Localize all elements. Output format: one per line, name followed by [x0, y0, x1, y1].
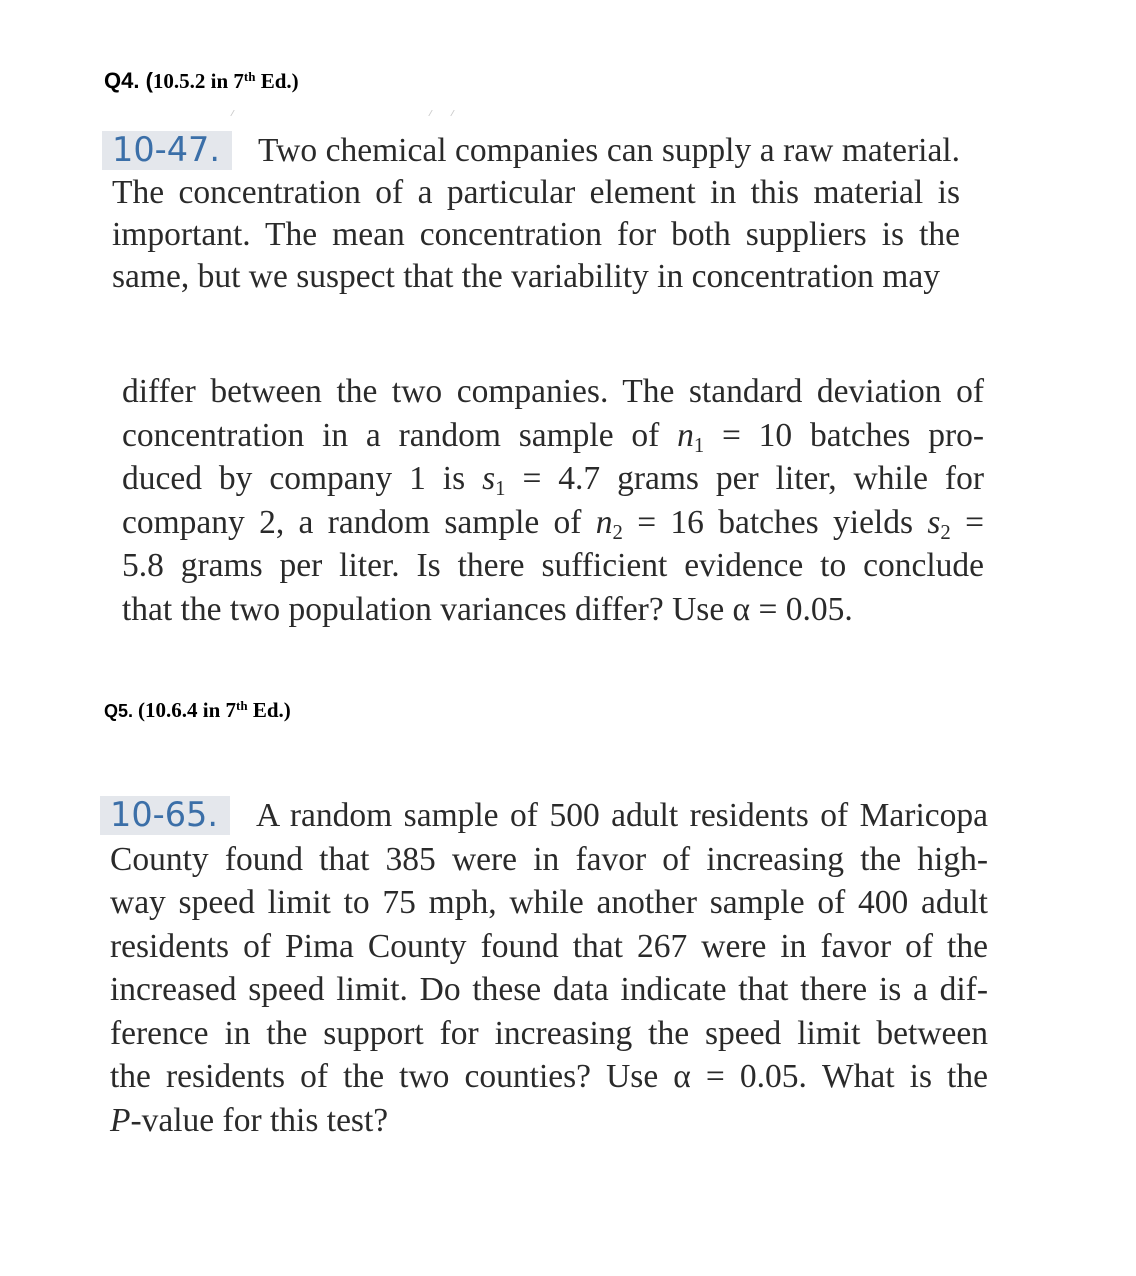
- text-line: 5.8 grams per liter. Is there sufficient evidence to conclude: [122, 547, 984, 584]
- text-fragment: concentration in a random sample of: [122, 416, 678, 454]
- text-fragment: company 2, a random sample of: [122, 503, 596, 541]
- math-sub: 1: [495, 477, 506, 501]
- math-var: s: [927, 503, 941, 541]
- math-var: n: [595, 503, 613, 541]
- q5-label: Q5.: [104, 701, 139, 721]
- q4-label: Q4. (: [104, 68, 153, 93]
- text-line: The concentration of a particular element in this material is: [112, 174, 960, 211]
- text-line: [122, 457, 984, 501]
- q5-heading: [104, 698, 291, 723]
- text-fragment: Two chemical companies can supply a raw material.: [258, 132, 960, 169]
- text-fragment: = 16 batches yields: [622, 503, 928, 541]
- text-line: that the two population variances differ? Use α = 0.05.: [122, 590, 853, 628]
- text-line: important. The mean concentration for both suppliers is the: [112, 216, 960, 253]
- math-var: n: [677, 416, 694, 454]
- text-line: ference in the support for increasing the speed limit between: [110, 1014, 988, 1052]
- text-line: [122, 414, 984, 458]
- text-line: increased speed limit. Do these data indicate that there is a dif-: [110, 971, 988, 1008]
- text-line: differ between the two companies. The standard deviation of: [122, 373, 984, 410]
- problem-number: 10-47.: [102, 131, 232, 170]
- math-sub: 1: [693, 433, 705, 457]
- text-line: [110, 1099, 988, 1143]
- text-fragment: = 4.7 grams per liter, while for: [505, 460, 984, 497]
- text-line: way speed limit to 75 mph, while another sample of 400 adult: [110, 884, 988, 921]
- text-line: residents of Pima County found that 267 were in favor of the: [110, 927, 988, 965]
- text-line: County found that 385 were in favor of increasing the high-: [110, 840, 988, 878]
- math-sub: 2: [612, 520, 623, 544]
- problem-10-47-part1: [112, 130, 960, 298]
- q4-ref-sup: th: [243, 68, 256, 84]
- text-fragment: = 10 batches pro-: [704, 416, 985, 454]
- text-line: [112, 130, 960, 172]
- math-var: P: [110, 1101, 131, 1139]
- q4-ref: 10.5.2 in 7: [152, 69, 244, 93]
- q5-ref-post: Ed.): [247, 698, 291, 722]
- text-fragment: A random sample of 500 adult residents of Maricopa: [256, 797, 988, 834]
- math-var: s: [482, 460, 496, 497]
- problem-10-47-part2: [122, 370, 984, 631]
- text-fragment: -value for this test?: [130, 1101, 389, 1139]
- math-sub: 2: [940, 520, 951, 544]
- q5-ref: (10.6.4 in 7: [138, 698, 237, 722]
- text-fragment: duced by company 1 is: [122, 460, 483, 497]
- problem-10-65: [110, 794, 988, 1142]
- q4-ref-post: Ed.): [255, 69, 299, 93]
- scan-mark: [450, 110, 458, 116]
- text-line: [122, 501, 984, 545]
- text-line: [110, 794, 988, 838]
- q5-ref-sup: th: [236, 697, 248, 713]
- scan-mark: [428, 110, 436, 116]
- scan-mark: [230, 110, 238, 116]
- text-line: the residents of the two counties? Use α = 0.05. What is the: [110, 1058, 988, 1095]
- text-fragment: =: [950, 503, 984, 541]
- q4-heading: [104, 68, 299, 94]
- problem-number: 10-65.: [100, 796, 230, 835]
- text-line: same, but we suspect that the variability in concentration may: [112, 258, 940, 295]
